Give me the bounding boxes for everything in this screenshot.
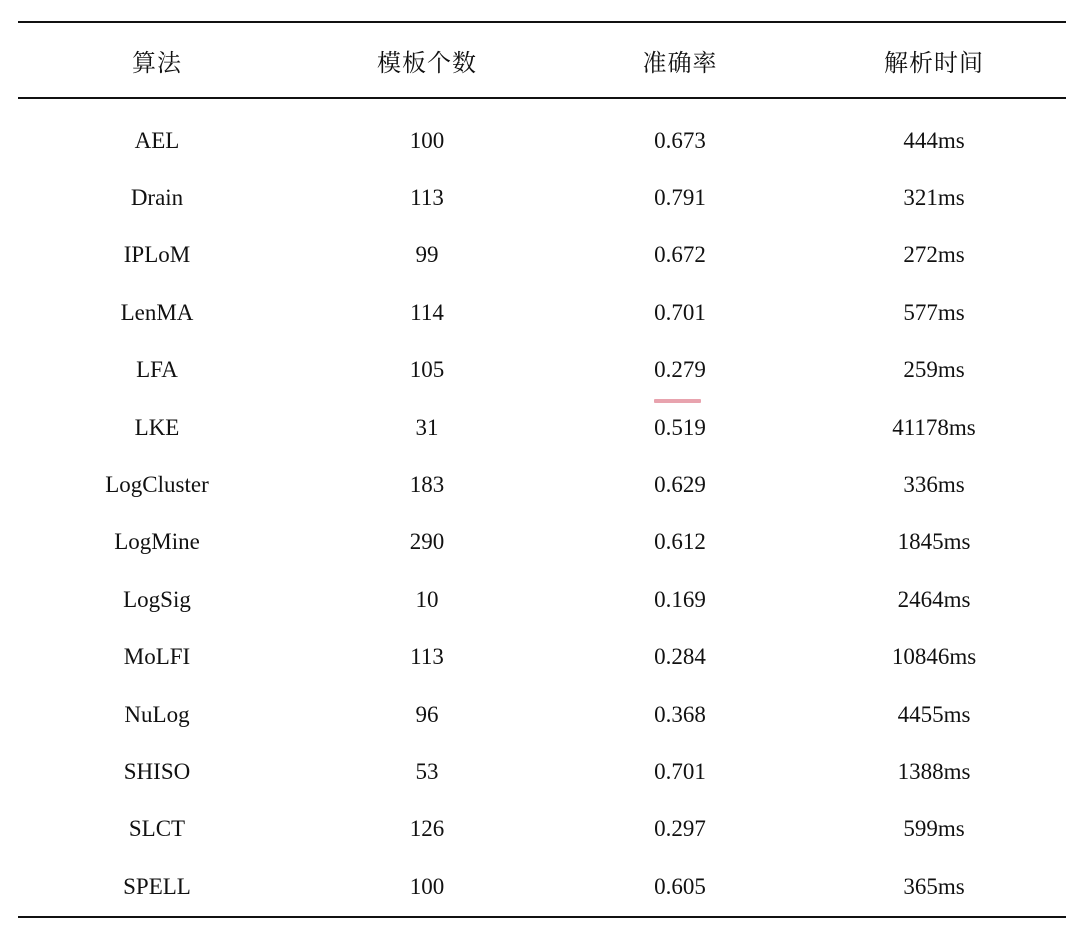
parse-time-cell: 321ms [903,185,965,211]
header-rule [18,97,1066,99]
table-row [18,571,1066,628]
accuracy-cell: 0.673 [654,127,706,153]
template-count-cell: 290 [409,529,445,555]
table-header-row [18,23,1066,97]
algorithm-cell: LogMine [114,529,200,555]
algorithm-cell: LKE [134,414,180,440]
template-count-cell: 100 [409,873,445,899]
accuracy-cell: 0.701 [654,758,706,784]
table-row [18,743,1066,800]
template-count-cell: 99 [415,242,439,268]
accuracy-cell: 0.629 [654,472,706,498]
table-row [18,629,1066,686]
header-algorithm: 算法 [132,48,182,77]
parse-time-cell: 1388ms [897,758,971,784]
algorithm-cell: LogCluster [105,472,209,498]
results-table [18,0,1066,937]
accuracy-cell: 0.279 [654,357,706,383]
template-count-cell: 100 [409,127,445,153]
template-count-cell: 114 [410,299,444,325]
table-row [18,858,1066,915]
algorithm-cell: Drain [130,185,184,211]
algorithm-cell: LogSig [123,586,191,612]
parse-time-cell: 10846ms [891,644,977,670]
template-count-cell: 113 [410,185,444,211]
parse-time-cell: 41178ms [892,414,976,440]
template-count-cell: 53 [415,758,439,784]
parse-time-cell: 365ms [903,873,965,899]
accuracy-cell: 0.297 [654,816,706,842]
bottom-rule [18,916,1066,918]
accuracy-cell: 0.284 [654,644,706,670]
header-template-count: 模板个数 [377,48,477,77]
table-body [18,112,1066,915]
template-count-cell: 31 [415,414,439,440]
template-count-cell: 96 [415,701,439,727]
template-count-cell: 113 [410,644,444,670]
algorithm-cell: SHISO [123,758,191,784]
accuracy-cell: 0.519 [654,414,706,440]
accuracy-cell: 0.672 [654,242,706,268]
template-count-cell: 105 [409,357,445,383]
accuracy-cell: 0.791 [654,185,706,211]
accuracy-cell: 0.605 [654,873,706,899]
parse-time-cell: 2464ms [897,586,971,612]
parse-time-cell: 599ms [903,816,965,842]
parse-time-cell: 259ms [903,357,965,383]
accuracy-cell: 0.368 [654,701,706,727]
header-parse-time: 解析时间 [884,48,984,77]
table-row [18,284,1066,341]
accuracy-cell: 0.169 [654,586,706,612]
parse-time-cell: 336ms [903,472,965,498]
table-row [18,456,1066,513]
accuracy-cell: 0.612 [654,529,706,555]
parse-time-cell: 444ms [903,127,965,153]
algorithm-cell: AEL [134,127,180,153]
parse-time-cell: 4455ms [897,701,971,727]
template-count-cell: 183 [409,472,445,498]
parse-time-cell: 1845ms [897,529,971,555]
table-row [18,112,1066,169]
accuracy-cell: 0.701 [654,299,706,325]
table-row [18,399,1066,456]
table-row [18,514,1066,571]
parse-time-cell: 272ms [903,242,965,268]
table-row [18,169,1066,226]
header-accuracy: 准确率 [642,48,718,77]
algorithm-cell: SPELL [123,873,191,899]
template-count-cell: 10 [415,586,439,612]
algorithm-cell: LenMA [120,299,194,325]
algorithm-cell: IPLoM [123,242,191,268]
table-row [18,227,1066,284]
template-count-cell: 126 [409,816,445,842]
table-row [18,342,1066,399]
table-row [18,801,1066,858]
algorithm-cell: SLCT [128,816,186,842]
parse-time-cell: 577ms [903,299,965,325]
table-row [18,686,1066,743]
algorithm-cell: LFA [136,357,178,383]
algorithm-cell: NuLog [124,701,190,727]
highlight-mark [654,399,701,403]
algorithm-cell: MoLFI [123,644,191,670]
